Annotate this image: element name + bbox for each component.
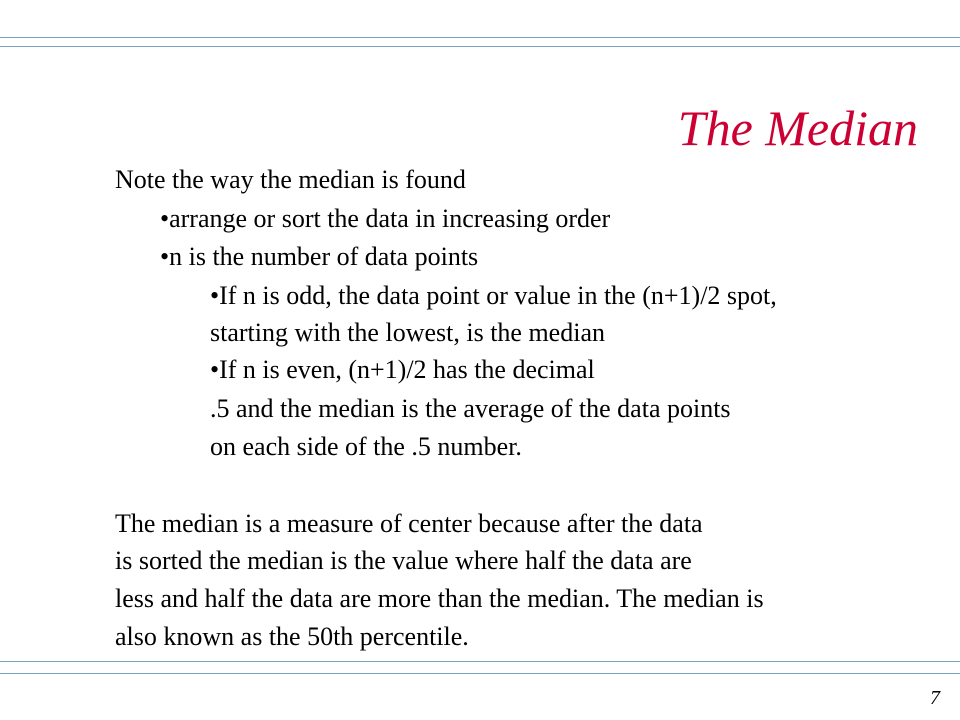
bullet-n-definition: •n is the number of data points (160, 242, 479, 271)
bullet-n-even-continued-1: .5 and the median is the average of the data points (210, 394, 731, 423)
bullet-n-odd-continued: starting with the lowest, is the median (210, 318, 605, 347)
page-number: 7 (930, 687, 940, 709)
paragraph-line-1: The median is a measure of center because after the data (115, 509, 703, 538)
paragraph-line-2: is sorted the median is the value where half the data are (115, 546, 692, 575)
bullet-sort-data: •arrange or sort the data in increasing order (160, 204, 611, 233)
bullet-n-odd: •If n is odd, the data point or value in the (n+1)/2 spot, (210, 281, 777, 310)
bullet-n-even: •If n is even, (n+1)/2 has the decimal (210, 355, 595, 384)
body-line-intro: Note the way the median is found (115, 165, 466, 194)
slide-title: The Median (677, 100, 918, 156)
bottom-rule-lower (0, 673, 960, 674)
bullet-n-even-continued-2: on each side of the .5 number. (210, 432, 522, 461)
bottom-rule-upper (0, 661, 960, 662)
paragraph-line-3: less and half the data are more than the median. The median is (115, 584, 764, 613)
paragraph-line-4: also known as the 50th percentile. (115, 622, 469, 651)
